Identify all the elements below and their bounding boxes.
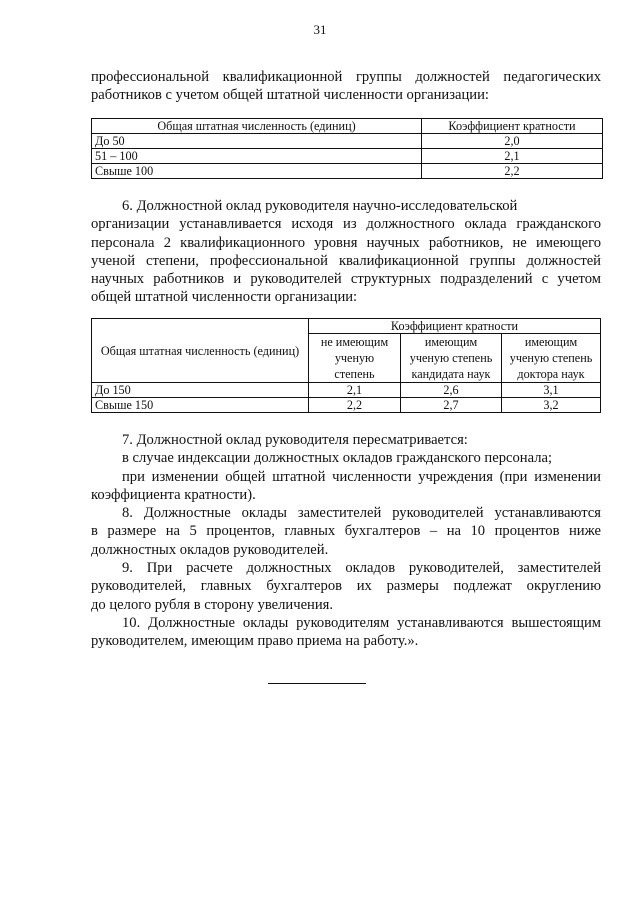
table2-header-coef: Коэффициент кратности [309, 319, 601, 334]
para6-line-6: общей штатной численности организации: [91, 289, 358, 306]
table-row [92, 149, 603, 164]
subheader-line: ученую [334, 351, 375, 365]
table2-cell: 2,2 [309, 398, 401, 413]
closing-divider-line [268, 683, 366, 684]
coefficient-table-research [91, 318, 601, 413]
table-row [92, 164, 603, 179]
table1-cell: 51 – 100 [92, 149, 422, 164]
table1-cell: До 50 [92, 134, 422, 149]
table1-cell: 2,1 [422, 149, 603, 164]
table2-cell: 2,1 [309, 383, 401, 398]
table2-cell: 2,6 [401, 383, 502, 398]
para6-line-4: ученой степени, профессиональной квалификационной группы должностей [91, 252, 601, 269]
subheader-line: имеющим [424, 335, 478, 349]
table1-cell: 2,0 [422, 134, 603, 149]
table2-cell: 3,2 [502, 398, 601, 413]
paragraph-8 [91, 504, 601, 559]
intro-line-1: профессиональной квалификационной группы должностей педагогических [91, 69, 601, 85]
para7-line-4: коэффициента кратности). [91, 486, 256, 503]
para7-line-2: в случае индексации должностных окладов гражданского персонала; [122, 450, 553, 467]
intro-paragraph [91, 68, 601, 105]
table2-subheader-candidate [401, 334, 502, 383]
table2-cell: 2,7 [401, 398, 502, 413]
intro-line-2: работников с учетом общей штатной численности организации: [91, 87, 489, 104]
subheader-line: доктора наук [517, 367, 585, 381]
paragraph-7 [91, 431, 601, 504]
table2-subheader-doctor [502, 334, 601, 383]
para10-line-1: 10. Должностные оклады руководителям устанавливаются вышестоящим [122, 615, 601, 631]
para7-line-1: 7. Должностной оклад руководителя пересматривается: [122, 432, 468, 448]
subheader-line: ученую степень [509, 351, 593, 365]
paragraph-10 [91, 614, 601, 651]
para6-line-1: 6. Должностной оклад руководителя научно-исследовательской [122, 198, 518, 214]
para7-line-3: при изменении общей штатной численности учреждения (при изменении [122, 468, 601, 485]
para6-line-2: организации устанавливается исходя из должностного оклада гражданского [91, 216, 601, 233]
para9-line-1: 9. При расчете должностных окладов руководителей, заместителей [122, 560, 601, 576]
table-row [92, 134, 603, 149]
subheader-line: ученую степень [409, 351, 493, 365]
table2-subheader-no-degree [309, 334, 401, 383]
page-number: 31 [313, 22, 327, 37]
table1-header-count: Общая штатная численность (единиц) [92, 119, 422, 134]
subheader-line: не имеющим [320, 335, 389, 349]
subheader-line: кандидата наук [411, 367, 491, 381]
table1-cell: 2,2 [422, 164, 603, 179]
para8-line-3: должностных окладов руководителей. [91, 541, 329, 558]
table2-cell: 3,1 [502, 383, 601, 398]
para8-line-1: 8. Должностные оклады заместителей руководителей устанавливаются [122, 505, 601, 521]
table-row [92, 383, 601, 398]
para6-line-3: персонала 2 квалификационного уровня научных работников, не имеющего [91, 234, 601, 251]
para9-line-3: до целого рубля в сторону увеличения. [91, 596, 334, 613]
table-row [92, 398, 601, 413]
paragraph-9 [91, 559, 601, 614]
table1-header-coef: Коэффициент кратности [422, 119, 603, 134]
table2-cell: До 150 [92, 383, 309, 398]
subheader-line: степень [334, 367, 375, 381]
coefficient-table-teachers [91, 118, 603, 179]
table2-cell: Свыше 150 [92, 398, 309, 413]
para9-line-2: руководителей, главных бухгалтеров их размеры подлежат округлению [91, 578, 601, 595]
table1-cell: Свыше 100 [92, 164, 422, 179]
para10-line-2: руководителем, имеющим право приема на работу.». [91, 633, 419, 650]
table2-header-count: Общая штатная численность (единиц) [92, 319, 309, 383]
para6-line-5: научных работников и руководителей структурных подразделений с учетом [91, 271, 601, 288]
subheader-line: имеющим [524, 335, 578, 349]
para8-line-2: в размере на 5 процентов, главных бухгалтеров – на 10 процентов ниже [91, 523, 601, 540]
paragraph-6 [91, 197, 601, 307]
